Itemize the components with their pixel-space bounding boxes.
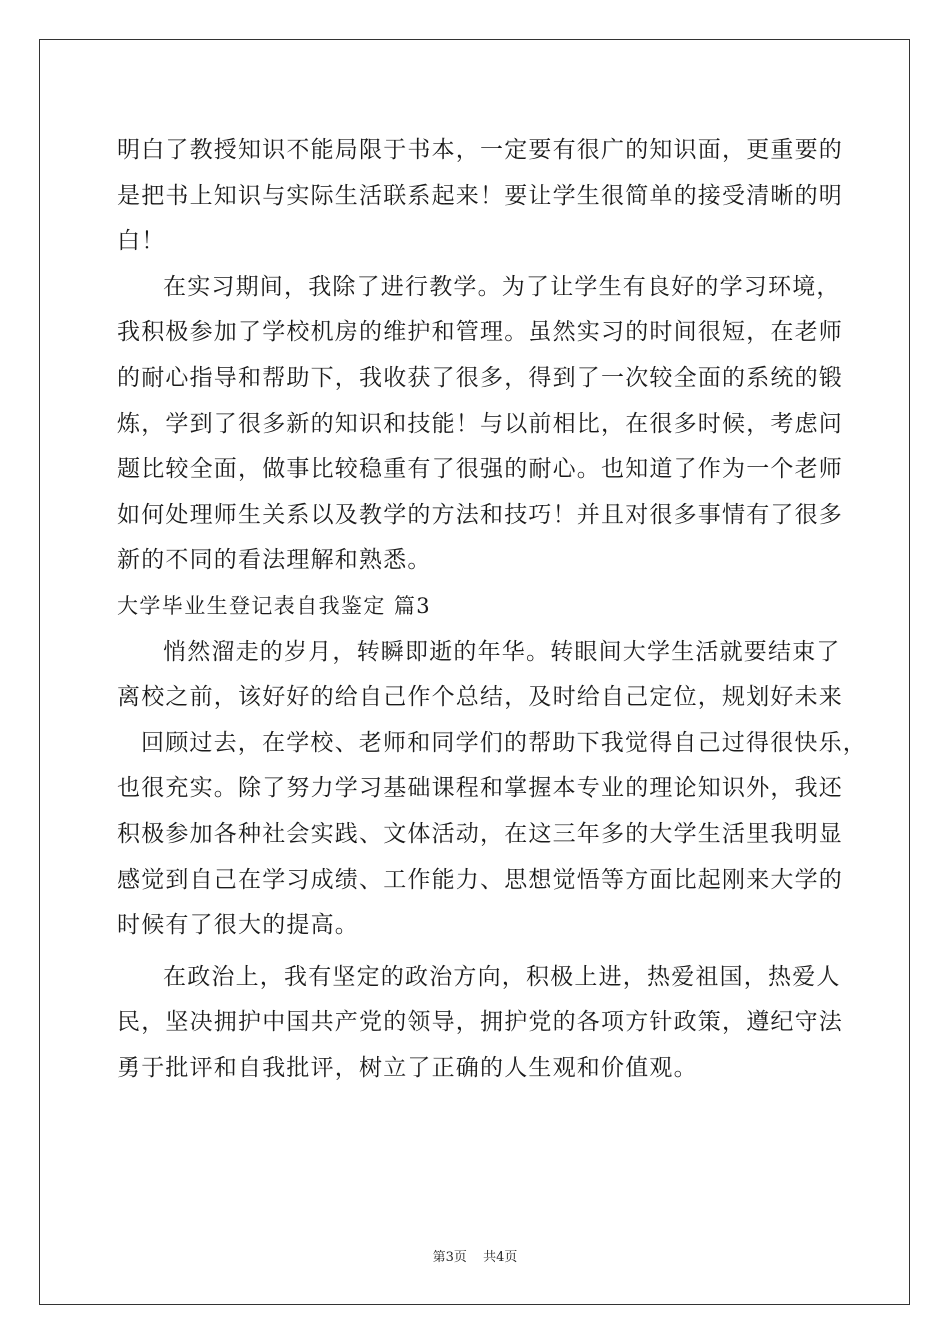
text-line: 勇于批评和自我批评，树立了正确的人生观和价值观。: [117, 1054, 698, 1081]
text-line: 悄然溜走的岁月，转瞬即逝的年华。转眼间大学生活就要结束了: [163, 638, 841, 665]
text-line: 感觉到自己在学习成绩、工作能力、思想觉悟等方面比起刚来大学的: [117, 866, 843, 893]
text-line: 离校之前，该好好的给自己作个总结，及时给自己定位，规划好未来: [117, 684, 843, 711]
text-line: 题比较全面，做事比较稳重有了很强的耐心。也知道了作为一个老师: [117, 456, 843, 483]
page-footer: [0, 1246, 950, 1265]
text-line: 时候有了很大的提高。: [117, 912, 359, 939]
text-line: 我积极参加了学校机房的维护和管理。虽然实习的时间很短，在老师: [117, 319, 843, 346]
section-heading: 大学毕业生登记表自我鉴定 篇3: [117, 593, 432, 618]
text-line: 积极参加各种社会实践、文体活动，在这三年多的大学生活里我明显: [117, 820, 843, 847]
document-body: [117, 128, 867, 1091]
text-line: 也很充实。除了努力学习基础课程和掌握本专业的理论知识外，我还: [117, 775, 843, 802]
page-total: 共4页: [483, 1250, 518, 1265]
text-line: 如何处理师生关系以及教学的方法和技巧！并且对很多事情有了很多: [117, 501, 843, 528]
text-line: 是把书上知识与实际生活联系起来！要让学生很简单的接受清晰的明: [117, 182, 843, 209]
page-number: 第3页: [432, 1250, 467, 1265]
text-line: 明白了教授知识不能局限于书本，一定要有很广的知识面，更重要的: [117, 137, 843, 163]
text-line: 回顾过去，在学校、老师和同学们的帮助下我觉得自己过得很快乐，: [141, 729, 867, 756]
text-line: 白！: [117, 228, 166, 255]
text-line: 的耐心指导和帮助下，我收获了很多，得到了一次较全面的系统的锻: [117, 364, 843, 391]
text-line: 新的不同的看法理解和熟悉。: [117, 547, 432, 574]
text-line: 在实习期间，我除了进行教学。为了让学生有良好的学习环境，: [163, 273, 841, 300]
text-line: 在政治上，我有坚定的政治方向，积极上进，热爱祖国，热爱人: [163, 963, 841, 990]
text-line: 炼，学到了很多新的知识和技能！与以前相比，在很多时候，考虑问: [117, 410, 843, 437]
text-line: 民，坚决拥护中国共产党的领导，拥护党的各项方针政策，遵纪守法: [117, 1009, 843, 1036]
